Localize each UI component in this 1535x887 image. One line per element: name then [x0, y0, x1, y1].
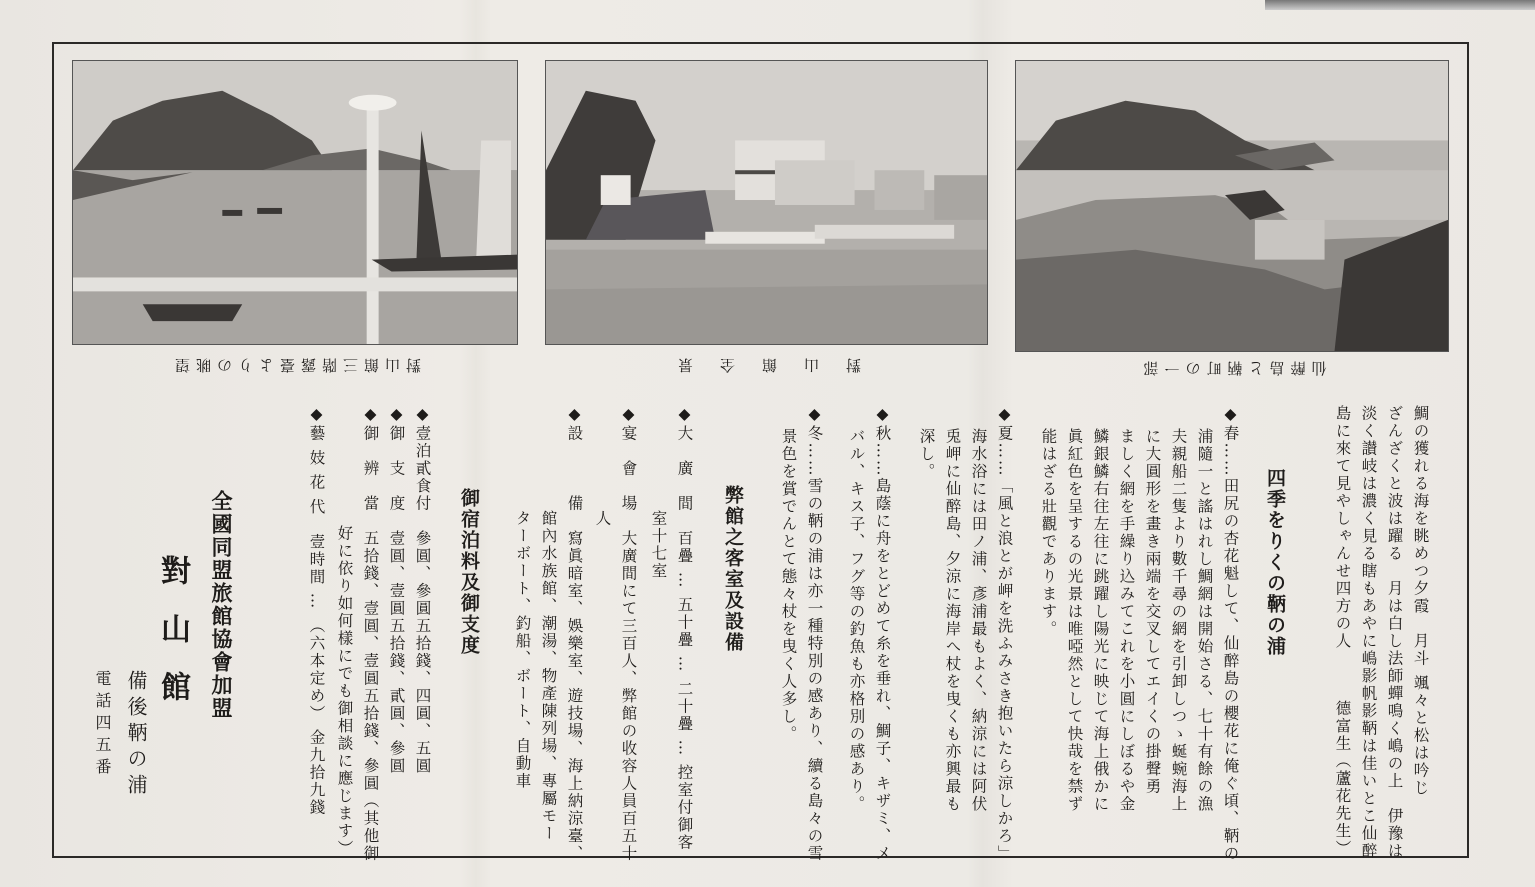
fees-line: ◆壹泊貳食付 參圓、參圓五拾錢、四圓、五圓: [413, 405, 432, 775]
rooms-line: 館內水族館、潮湯、物產陳列場、專屬モー: [539, 510, 558, 843]
seasons-line: 夫親船二隻より數千尋の網を引卸しつゝ蜒蜿海上: [1169, 428, 1188, 813]
fees-line: ◆御 辨 當 五拾錢、壹圓、壹圓五拾錢、參圓（其他御: [361, 405, 380, 863]
seasons-line: ◆秋……島蔭に舟をとどめて糸を垂れ、鯛子、キザミ、メ: [873, 405, 892, 863]
rooms-line: ◆設 備 寫眞暗室、娛樂室、遊技場、海上納涼臺、: [565, 405, 584, 863]
fees-title: 御宿泊料及御支度: [458, 488, 480, 656]
seasons-line: 鱗銀鱗右往左往に跳躍し陽光に映じて海上俄かに: [1091, 428, 1110, 813]
photo-caption-terrace: 對山館三階露臺よりの眺望: [169, 356, 422, 374]
photo-terrace-view: [72, 60, 518, 345]
rooms-line: ◆大 廣 間 百疊 … 五十疊 … 二十疊 … 控室付御客: [675, 405, 694, 852]
seasons-line: ましく網を手繰り込みてこれを小圓にしぼるや金: [1117, 428, 1136, 813]
seasons-title: 四季をりくの鞆の浦: [1264, 468, 1286, 657]
photo-caption-sensui: 仙醉島と鞆町の一部: [1137, 359, 1327, 377]
seasons-line: 眞紅色を呈するの光景は唯啞然として快哉を禁ず: [1065, 428, 1084, 813]
seasons-line: 能はざる壯觀であります。: [1039, 428, 1058, 638]
seasons-line: に大圓形を畫き兩端を交叉してエイくの掛聲勇: [1143, 428, 1162, 796]
seasons-line: バル、キス子、フグ等の釣魚も亦格別の感あり。: [847, 428, 866, 813]
hotel-name: 對山館: [155, 555, 190, 729]
photo-sensui-island: [1015, 60, 1449, 352]
fees-line: ◆御 支 度 壹圓、壹圓五拾錢、貳圓、參圓: [387, 405, 406, 775]
fees-line: ◆藝 妓 花 代 壹時間 … （六本定め） 金九拾九錢: [307, 405, 326, 817]
seasons-line: ◆夏……「風と浪とが岬を洗ふみさき抱いたら涼しかろ」: [995, 405, 1014, 863]
rooms-line: 人: [593, 510, 612, 528]
seasons-line: ◆冬……雪の鞆の浦は亦一種特別の感あり、續る島々の雪: [805, 405, 824, 863]
seasons-line: 深し。: [917, 428, 936, 481]
seasons-line: 浦隨一と謠はれし鯛網は開始さる、七十有餘の漁: [1195, 428, 1214, 813]
rooms-line: ◆宴 會 場 大廣間にて三百人、弊館の收容人員百五十: [619, 405, 638, 863]
poem-line-3: 淡く讃岐は濃く見る瞎もあやに嶋影帆影鞆は佳いとこ仙醉: [1359, 405, 1378, 860]
seasons-line: 兎岬に仙醉島、夕涼に海岸へ杖を曳くも亦興最も: [943, 428, 962, 813]
poem-line-2: ざんざくと波は躍る 月は白し法師蟬鳴く嶋の上 伊豫は: [1385, 405, 1404, 860]
top-edge-mark: [1265, 0, 1535, 10]
rooms-title: 弊館之客室及設備: [722, 485, 744, 653]
fees-line: 好に依り如何樣にでも御相談に應じます）: [335, 525, 354, 858]
seasons-line: ◆春……田尻の杏花魁して、仙醉島の櫻花に俺ぐ頃、鞆の: [1221, 405, 1240, 863]
hotel-phone: 電話四五番: [93, 670, 112, 780]
hotel-location: 備後鞆の浦: [124, 670, 148, 800]
photo-caption-hotel: 對 山 館 全 景: [672, 356, 862, 374]
rooms-line: 室十七室: [649, 510, 668, 580]
seasons-line: 海水浴には田ノ浦、彥浦最もよく、納涼には阿伏: [969, 428, 988, 813]
rooms-line: ターボート、釣船、ボート、自動車: [513, 510, 532, 790]
poem-line-1: 鯛の獲れる海を眺めつ夕霞 月斗 颯々と松は吟じ: [1411, 405, 1430, 797]
poem-author: 德富生（蘆花先生）: [1333, 700, 1352, 858]
photo-hotel-full-view: [545, 60, 988, 345]
seasons-line: 景色を賞でんとて態々杖を曳く人多し。: [779, 428, 798, 743]
federation-membership: 全國同盟旅館協會加盟: [209, 490, 233, 720]
poem-line-4: 島に來て見やしゃんせ四方の人: [1333, 405, 1352, 650]
